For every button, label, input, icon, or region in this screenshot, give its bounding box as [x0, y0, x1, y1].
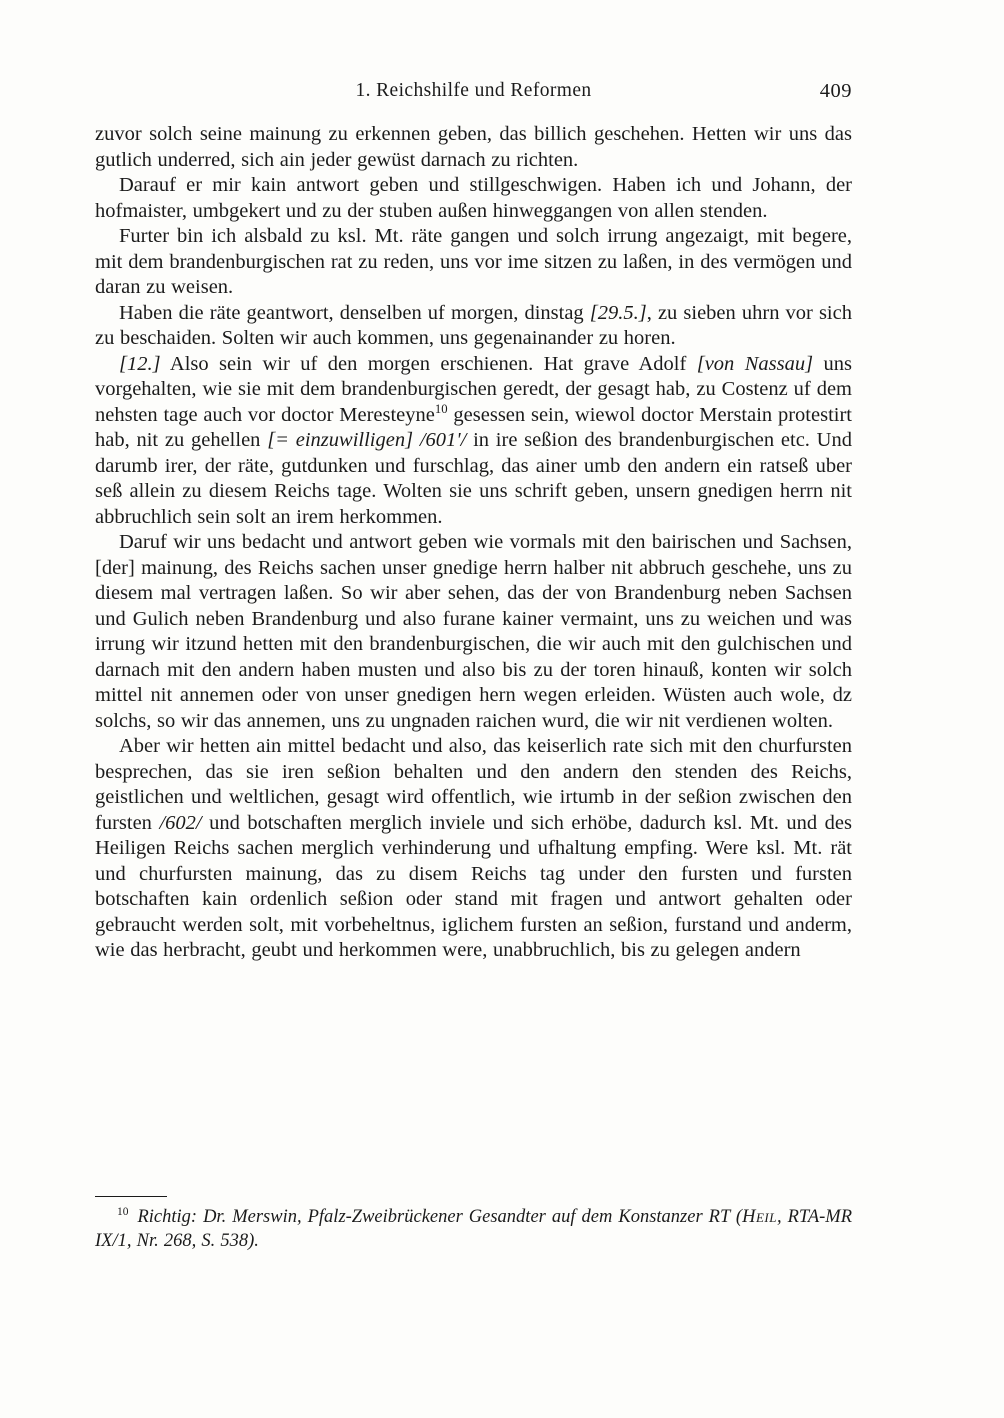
footnote-reference: 10 — [434, 401, 448, 416]
paragraph — [95, 352, 852, 531]
text-run: gesessen sein, wiewol doctor Merstain protestirt hab, nit zu gehellen — [95, 403, 852, 451]
text-run: Richtig: Dr. Merswin, Pfalz-Zweibrückener Gesandter auf dem Konstanzer RT ( — [137, 1207, 743, 1227]
text-run: uns vorgehalten, wie sie mit dem brandenburgischen geredt, der gesagt hab, zu Costenz uf dem nehsten tage auch vor doctor Meresteyne — [95, 352, 852, 426]
footnote-reference: 10 — [117, 1205, 129, 1218]
text-run: und botschaften merglich inviele und sich erhöbe, dadurch ksl. Mt. und des Heiligen Reichs sachen merglich verhinderung und ufhaltung empfing. Were ksl. Mt. rät und churfursten mainung, das zu disem Reichs tag under den fursten und fursten botschaften kain ordenlich seßion oder stand mit fragen und antwort gehalten oder gebraucht werden solt, mit vorbeheltnus, iglichem fursten an seßion, furstand und anderm, wie das herbracht, geubt und herkommen were, unabbruchlich, bis zu gelegen andern — [95, 811, 852, 961]
text-run: [von Nassau] — [696, 352, 814, 375]
text-column — [95, 80, 852, 964]
chapter-title: 1. Reichshilfe und Reformen — [355, 80, 592, 101]
text-run: [12.] — [119, 352, 161, 375]
text-run: Daruf wir uns bedacht und antwort geben wie vormals mit den bairischen und Sachsen, [der] mainung, des Reichs sachen unser gnedige herrn halber nit abbruch geschehe, uns zu diesem mal vertragen laßen. So wir aber sehen, das der von Brandenburg neben Sachsen und Gulich neben Brandenburg und also furane kainer vermaint, uns zu weichen und was irrung wir itzund hetten mit den brandenburgischen, die wir auch mit den gulchischen und darnach mit den andern haben musten und also bis zu der toren hinauß, konten wir solch mittel nit annemen oder von unser gnedigen hern wegen erleiden. Wüsten auch wole, dz solchs, so wir das annemen, uns zu ungnaden raichen wurd, die wir nit verdienen wolten. — [95, 531, 852, 732]
footnote-text — [95, 1206, 852, 1253]
body-text — [95, 122, 852, 964]
text-run: /602/ — [159, 811, 202, 834]
text-run: Darauf er mir kain antwort geben und stillgeschwigen. Haben ich und Johann, der hofmaister, umbgekert und zu der stuben außen hinweggangen von allen stenden. — [95, 174, 852, 222]
text-run: Haben die räte geantwort, denselben uf morgen, dinstag — [119, 301, 590, 324]
footnote-rule — [95, 1196, 167, 1197]
text-run: Heil — [742, 1207, 777, 1227]
paragraph — [95, 301, 852, 352]
footnote-section — [95, 1196, 852, 1253]
paragraph — [95, 122, 852, 173]
text-run: [29.5.] — [589, 301, 647, 324]
text-run: , RTA-MR IX/1, Nr. 268, S. 538). — [95, 1207, 852, 1251]
text-run: Aber wir hetten ain mittel bedacht und also, das keiserlich rate sich mit den churfursten besprechen, das sie iren seßion behalten und den andern den stenden des Reichs, geistlichen und weltlichen, gesagt wird offentlich, wie irtumb in der seßion zwischen den fursten — [95, 735, 852, 834]
page-header — [95, 80, 852, 106]
text-run: in ire seßion des brandenburgischen etc. Und darumb irer, der räte, gutdunken und furschlag, das ainer umb den andern ein ratseß uber seß allein zu diesem Reichs tage. Wolten sie uns schrift geben, unsern gnedigen herrn nit abbruchlich sein solt an irem herkommen. — [95, 429, 852, 528]
paragraph — [95, 173, 852, 224]
text-run: , zu sieben uhrn vor sich zu beschaiden. Solten wir auch kommen, uns gegenainander zu horen. — [95, 301, 852, 349]
paragraph — [95, 224, 852, 301]
page-number: 409 — [819, 80, 852, 102]
text-run: zuvor solch seine mainung zu erkennen geben, das billich geschehen. Hetten wir uns das gutlich underred, sich ain jeder gewüst darnach zu richten. — [95, 123, 852, 171]
text-run: Also sein wir uf den morgen erschienen. Hat grave Adolf — [160, 352, 697, 375]
text-run: [= einzuwilligen] /601'/ — [267, 429, 467, 451]
paragraph — [95, 530, 852, 734]
text-run: Furter bin ich alsbald zu ksl. Mt. räte gangen und solch irrung angezaigt, mit begere, mit dem brandenburgischen rat zu reden, uns vor ime sitzen zu laßen, in des vermögen und daran zu weisen. — [95, 225, 852, 298]
paragraph — [95, 734, 852, 964]
